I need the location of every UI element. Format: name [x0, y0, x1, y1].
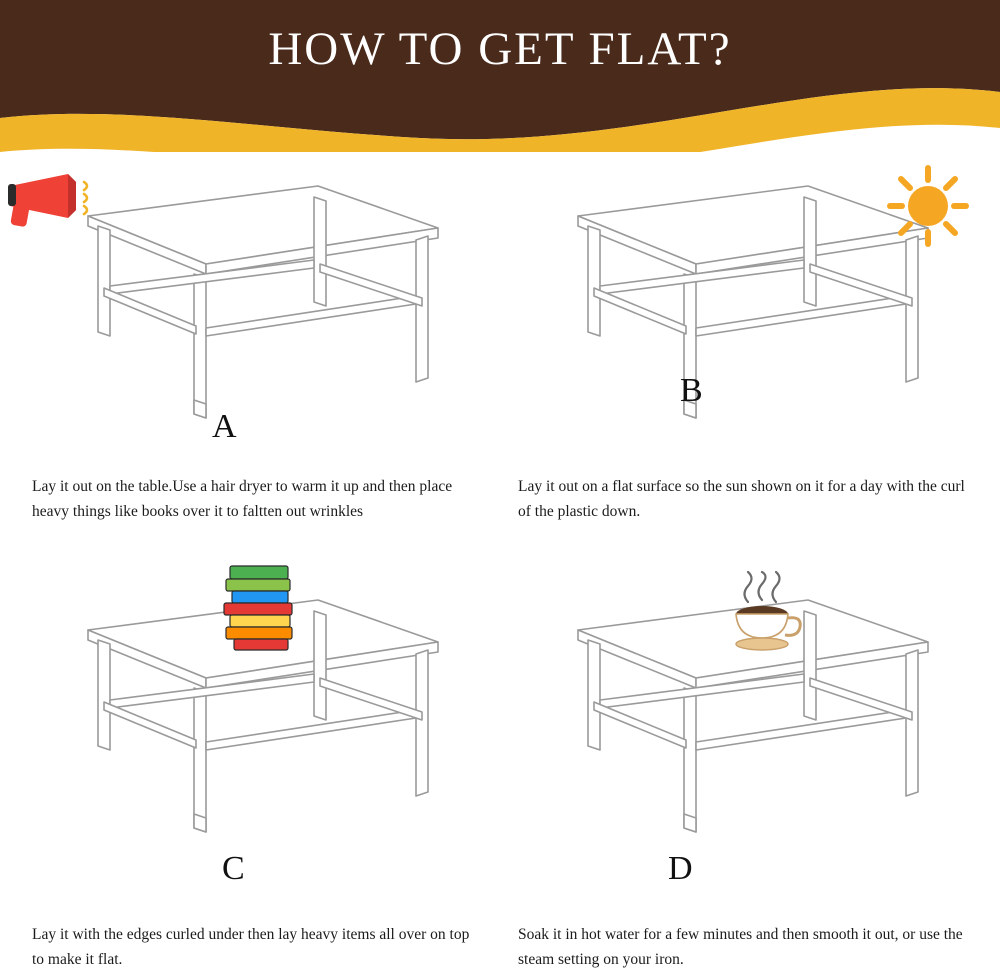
panels-grid	[0, 152, 1000, 974]
panel-letter-b: B	[680, 372, 703, 409]
panel-letter-c: C	[222, 850, 245, 887]
panel-caption-a: Lay it out on the table.Use a hair dryer to warm it up and then place heavy things like books over it to faltten out wrinkles	[32, 478, 453, 521]
panel-letter-d: D	[668, 850, 693, 887]
panel-captions	[0, 152, 1000, 974]
page-title: HOW TO GET FLAT?	[268, 23, 732, 75]
panel-caption-d: Soak it in hot water for a few minutes and then smooth it out, or use the steam setting on your iron.	[518, 926, 963, 969]
panel-letter-a: A	[212, 408, 237, 445]
panel-caption-c: Lay it with the edges curled under then lay heavy items all over on top to make it flat.	[32, 926, 470, 969]
header-banner	[0, 0, 1000, 152]
panel-caption-b: Lay it out on a flat surface so the sun shown on it for a day with the curl of the plastic down.	[518, 478, 965, 521]
